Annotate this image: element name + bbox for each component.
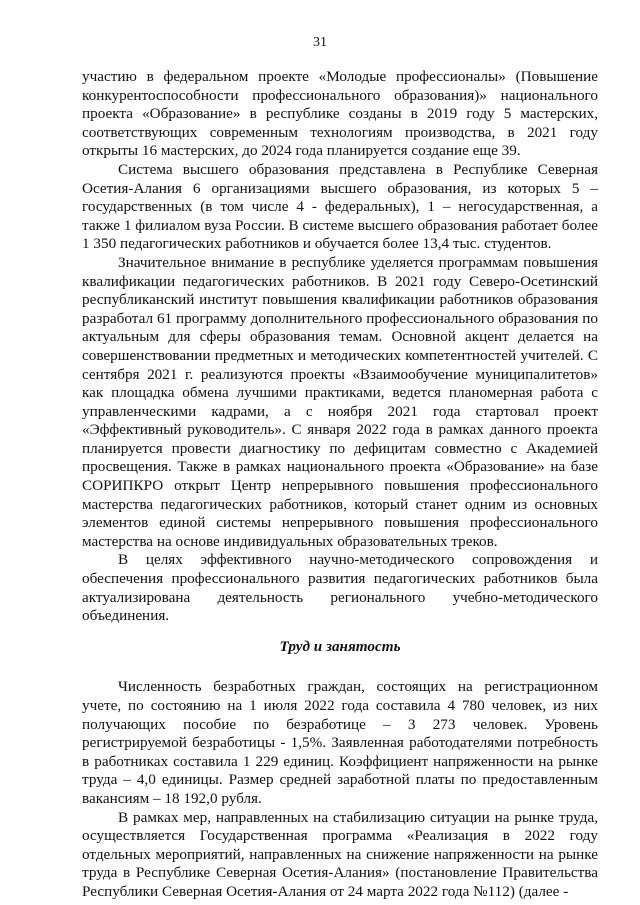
paragraph-young-professionals: участию в федеральном проекте «Молодые профессионалы» (Повышение конкурентоспособности профессионального образования)» национального проекта «Образование» в республике созданы в 2019 году 5 мастерских, соответствующих современным технологиям производства, в 2021 году открыты 16 мастерских, до 2024 года планируется создание еще 39. xyxy=(82,68,598,160)
section-heading-labor: Труд и занятость xyxy=(279,637,401,655)
page-number: 31 xyxy=(313,35,327,50)
paragraph-labor-program: В рамках мер, направленных на стабилизацию ситуации на рынке труда, осуществляется Государственная программа «Реализация в 2022 году отдельных мероприятий, направленных на снижение напряженности на рынке труда в Республике Северная Осетия-Алания» (постановление Правительства Республики Северная Осетия-Алания от 24 марта 2022 года №112) (далее - xyxy=(82,808,598,900)
paragraph-higher-education: Система высшего образования представлена в Республике Северная Осетия-Алания 6 организациями высшего образования, из которых 5 – государственных (в том числе 4 - федеральных), 1 – негосударственная, а также 1 филиалом вуза России. В системе высшего образования работает более 1 350 педагогических работников и обучается более 13,4 тыс. студентов. xyxy=(82,160,598,253)
paragraph-teacher-qualification: Значительное внимание в республике уделяется программам повышения квалификации педагогических работников. В 2021 году Северо-Осетинский республиканский институт повышения квалификации работников образования разработал 61 программу дополнительного профессионального образования по актуальным для сферы образования темам. Основной акцент делается на совершенствовании предметных и методических компетентностей учителей. С сентября 2021 г. реализуются проекты «Взаимообучение муниципалитетов» как площадка обмена лучшими практиками, ведется планомерная работа с управленческими кадрами, а с ноября 2021 года стартовал проект «Эффективный руководитель». С января 2022 года в рамках данного проекта планируется провести диагностику по дефицитам совместно с Академией просвещения. Также в рамках национального проекта «Образование» на базе СОРИПКРО открыт Центр непрерывного повышения профессионального мастерства педагогических работников, который станет одним из основных элементов единой системы непрерывного повышения профессионального мастерства на основе индивидуальных образовательных треков. xyxy=(82,253,598,550)
paragraph-methodical-support: В целях эффективного научно-методического сопровождения и обеспечения профессионального развития педагогических работников была актуализирована деятельность регионального учебно-методического объединения. xyxy=(82,551,598,625)
paragraph-unemployment-stats: Численность безработных граждан, состоящих на регистрационном учете, по состоянию на 1 июля 2022 года составила 4 780 человек, из них получающих пособие по безработице – 3 273 человек. Уровень регистрируемой безработицы - 1,5%. Заявленная работодателями потребность в работниках составила 1 229 единиц. Коэффициент напряженности на рынке труда – 4,0 единицы. Размер средней заработной платы по предоставленным вакансиям – 18 192,0 рубля. xyxy=(82,678,598,807)
heading-spacer xyxy=(82,656,598,678)
document-body xyxy=(82,68,598,902)
